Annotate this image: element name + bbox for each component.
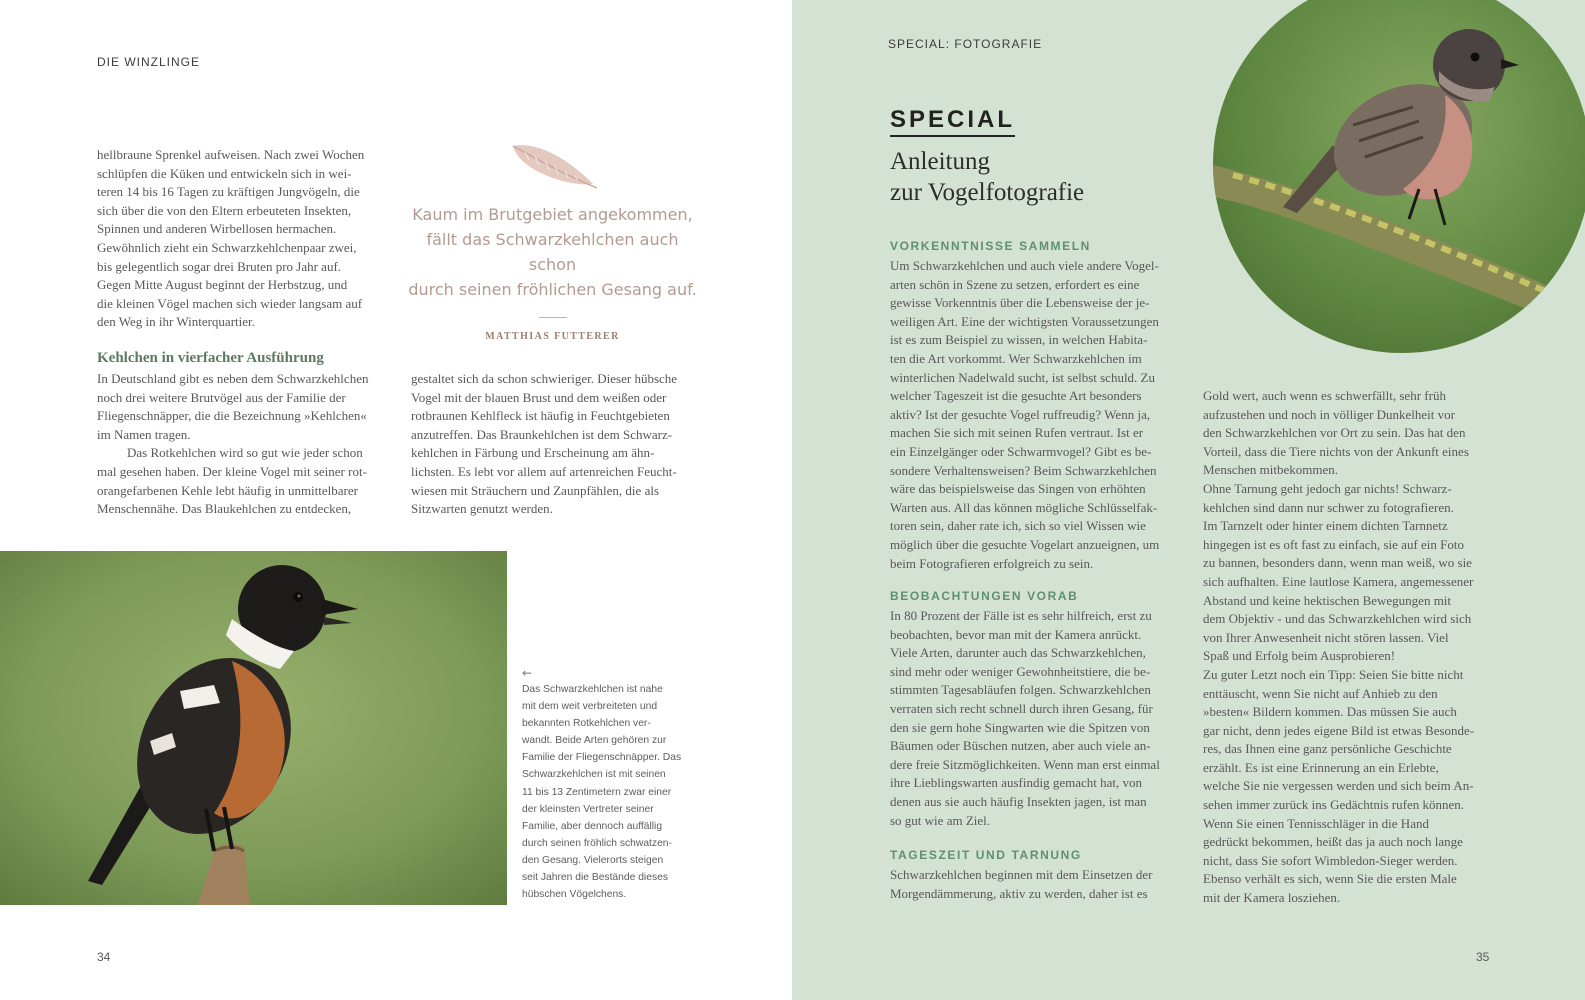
text-line: Vorteil, dass die Tiere nichts von der Ankunft eines: [1203, 443, 1469, 459]
text-line: aktiv? Ist der gesuchte Vogel ruffreudig? Wenn ja,: [890, 406, 1151, 422]
stonechat-image: [0, 551, 507, 905]
text-line: welcher Tageszeit ist die gesuchte Art besonders: [890, 388, 1142, 404]
special-label: SPECIAL: [890, 106, 1015, 137]
section-subheading: Kehlchen in vierfacher Ausführung: [97, 350, 324, 366]
section-heading-beobachtungen: BEOBACHTUNGEN VORAB: [890, 589, 1079, 603]
text-line: Ohne Tarnung geht jedoch gar nichts! Schwarz-: [1203, 480, 1452, 496]
text-line: bis gelegentlich sogar drei Bruten pro Jahr auf.: [97, 258, 342, 274]
text-line: ihre Lieblingswarten ausfindig gemacht hat, von: [890, 775, 1142, 791]
text-line: sind mehr oder weniger Gewohnheitstiere, die be-: [890, 663, 1151, 679]
text-line: weiligen Art. Eine der wichtigsten Voraussetzungen: [890, 313, 1159, 329]
text-line: Menschennähe. Das Blaukehlchen zu entdecken,: [97, 501, 352, 517]
section-heading-tageszeit: TAGESZEIT UND TARNUNG: [890, 848, 1082, 862]
text-line: machen Sie sich mit seinen Rufen vertraut. Ist er: [890, 425, 1144, 441]
text-line: möglich über die gesuchte Vogelart anzueignen, um: [890, 536, 1160, 552]
body-column-1b: [97, 370, 397, 519]
section-vorkenntnisse-text: [890, 257, 1190, 573]
text-line: mit der Kamera losziehen.: [1203, 890, 1341, 906]
text-line: aufzustehen und noch in völliger Dunkelheit vor: [1203, 406, 1455, 422]
text-line: toren sein, daher rate ich, sich so viel Wissen wie: [890, 518, 1146, 534]
text-line: Das Rotkehlchen wird so gut wie jeder schon: [127, 445, 363, 461]
text-line: Abstand und keine hektischen Bewegungen mit: [1203, 592, 1452, 608]
text-line: arten schön in Szene zu setzen, erfordert es eine: [890, 276, 1140, 292]
text-line: In Deutschland gibt es neben dem Schwarzkehlchen: [97, 371, 369, 386]
section-beobachtungen-text: [890, 607, 1190, 830]
text-line: Fliegenschnäpper, die die Bezeichnung »Kehlchen«: [97, 408, 367, 424]
text-line: teren 14 bis 16 Tagen zu kräftigen Jungvögeln, die: [97, 184, 360, 200]
text-line: fällt das Schwarzkehlchen auch schon: [426, 230, 679, 274]
text-line: erzählt. Es ist eine Erinnerung an ein Erlebte,: [1203, 759, 1439, 775]
text-line: Schwarzkehlchen beginnen mit dem Einsetzen der: [890, 867, 1153, 882]
text-line: Zu guter Letzt noch ein Tipp: Seien Sie bitte nicht: [1203, 666, 1464, 682]
article-title: [890, 146, 1084, 208]
text-line: mal gesehen haben. Der kleine Vogel mit seiner rot-: [97, 463, 367, 479]
text-line: 11 bis 13 Zentimetern zwar einer: [522, 786, 672, 798]
right-body-column-2: [1203, 387, 1503, 908]
text-line: nicht, dass Sie sofort Wimbledon-Sieger werden.: [1203, 852, 1458, 868]
text-line: sehen immer zurück ins Gedächtnis rufen können.: [1203, 797, 1465, 813]
text-line: dem Objektiv - und das Schwarzkehlchen wird sich: [1203, 611, 1472, 627]
text-line: lichsten. Es lebt vor allem auf artenreichen Feucht-: [411, 463, 677, 479]
text-line: Familie, aber dennoch auffällig: [522, 820, 663, 832]
paragraph-kehlchen: [97, 370, 397, 444]
text-line: wandt. Beide Arten gehören zur: [522, 735, 667, 747]
body-column-1: [97, 146, 397, 332]
text-line: Das Schwarzkehlchen ist nahe: [522, 684, 663, 695]
text-line: ten die Art vorkommt. Wer Schwarzkehlchen im: [890, 350, 1142, 366]
left-page: [0, 0, 792, 1000]
text-line: beim Fotografieren erfolgreich zu sein.: [890, 555, 1094, 571]
text-line: Kaum im Brutgebiet angekommen,: [412, 205, 693, 224]
text-line: rotbraunen Kehlfleck ist häufig in Feuchtgebieten: [411, 408, 670, 424]
title-line-2: zur Vogelfotografie: [890, 179, 1085, 206]
text-line: seit Jahren die Bestände dieses: [522, 872, 668, 884]
text-line: den Gesang. Vielerorts steigen: [522, 854, 664, 866]
text-line: Spaß und Erfolg beim Ausprobieren!: [1203, 648, 1396, 664]
section-heading-vorkenntnisse: VORKENNTNISSE SAMMELN: [890, 239, 1091, 253]
text-line: Im Tarnzelt oder hinter einem dichten Tarnnetz: [1203, 518, 1448, 534]
text-line: noch drei weitere Brutvögel aus der Familie der: [97, 389, 346, 405]
text-line: gestaltet sich da schon schwieriger. Dieser hübsche: [411, 371, 678, 386]
text-line: kehlchen in Färbung und Erscheinung am ähn-: [411, 445, 655, 461]
text-line: Menschen mitbekommen.: [1203, 462, 1339, 478]
text-line: Familie der Fliegenschnäpper. Das: [522, 752, 682, 764]
text-line: dere freie Sitzmöglichkeiten. Wenn man erst einmal: [890, 756, 1160, 772]
text-line: »besten« Bildern kommen. Das müssen Sie auch: [1203, 704, 1457, 720]
text-line: verraten sich recht schnell durch ihren Gesang, für: [890, 700, 1153, 716]
text-line: hübschen Vögelchens.: [522, 889, 627, 901]
text-line: von Ihrer Anwesenheit nicht stören lassen. Viel: [1203, 629, 1449, 645]
text-line: Um Schwarzkehlchen und auch viele andere Vogel-: [890, 258, 1159, 273]
text-line: den sie gern hohe Singwarten wie die Spitzen von: [890, 719, 1150, 735]
text-line: Spinnen und anderen Wirbellosen hermachen.: [97, 221, 337, 237]
text-line: durch seinen fröhlichen Gesang auf.: [408, 280, 697, 299]
text-line: wiesen mit Sträuchern und Zaunpfählen, die als: [411, 482, 660, 498]
text-line: der kleinsten Vertreter seiner: [522, 803, 654, 815]
text-line: den Schwarzkehlchen vor Ort zu sein. Das hat den: [1203, 425, 1466, 441]
text-line: gedrückt bekommen, heißt das ja auch noch lange: [1203, 834, 1463, 850]
text-line: sich über die von den Eltern erbeuteten Insekten,: [97, 202, 352, 218]
text-line: schlüpfen die Küken und entwickeln sich in wei-: [97, 165, 352, 181]
text-line: die kleinen Vögel machen sich wieder langsam auf: [97, 295, 363, 311]
stonechat-photo: [0, 551, 507, 905]
text-line: welche Sie nie vergessen werden und sich beim An-: [1203, 778, 1474, 794]
text-line: Sitzwarten genutzt werden.: [411, 501, 553, 517]
text-line: hellbraune Sprenkel aufweisen. Nach zwei Wochen: [97, 147, 365, 162]
section-tageszeit-text: [890, 866, 1190, 903]
text-line: In 80 Prozent der Fälle ist es sehr hilfreich, erst zu: [890, 608, 1152, 623]
text-line: Ebenso verhält es sich, wenn Sie die ersten Male: [1203, 871, 1457, 887]
text-line: durch seinen fröhlich schwatzen-: [522, 837, 672, 849]
body-column-2: [411, 370, 711, 519]
text-line: orangefarbenen Kehle lebt häufig in unmittelbarer: [97, 482, 358, 498]
text-line: Wenn Sie einen Tennisschläger in die Hand: [1203, 815, 1429, 831]
text-line: Schwarzkehlchen ist mit seinen: [522, 769, 666, 781]
text-line: Warten aus. All das können mögliche Schlüsselfak-: [890, 499, 1158, 515]
text-line: wäre das beispielsweise das Singen von erhöhten: [890, 481, 1146, 497]
feather-icon: [505, 140, 600, 192]
photo-caption: [522, 681, 687, 903]
text-line: gewisse Vorkenntnis über die Lebensweise der je-: [890, 295, 1150, 311]
running-head-left: DIE WINZLINGE: [97, 55, 201, 69]
text-line: Bäumen oder Büschen nutzen, aber auch viele an-: [890, 738, 1151, 754]
quote-author: MATTHIAS FUTTERER: [485, 331, 620, 342]
text-line: sich aufhalten. Eine lautlose Kamera, angemessener: [1203, 573, 1474, 589]
text-line: Viele Arten, darunter auch das Schwarzkehlchen,: [890, 645, 1146, 661]
text-line: enttäuscht, wenn Sie nicht auf Anhieb zu den: [1203, 685, 1438, 701]
page-number-left: 34: [97, 950, 111, 964]
text-line: sondere Verhaltensweisen? Beim Schwarzkehlchen: [890, 462, 1157, 478]
text-line: Gewöhnlich zieht ein Schwarzkehlchenpaar zwei,: [97, 239, 357, 255]
title-line-1: Anleitung: [890, 148, 990, 175]
text-line: winterlichen Nadelwald sucht, ist selbst schuld. Zu: [890, 369, 1156, 385]
text-line: beobachten, bevor man mit der Kamera anrückt.: [890, 626, 1142, 642]
text-line: kehlchen sind dann nur schwer zu fotografieren.: [1203, 499, 1454, 515]
pull-quote: [405, 140, 700, 342]
text-line: stimmten Tagesabläufen folgen. Schwarzkehlchen: [890, 682, 1151, 698]
page-number-right: 35: [1476, 950, 1490, 964]
text-line: Gegen Mitte August beginnt der Herbstzug, und: [97, 277, 348, 293]
text-line: denen aus sie auch häufig Insekten jagen, ist man: [890, 793, 1147, 809]
text-line: ist es zum Beispiel zu wissen, in welchen Habita-: [890, 332, 1148, 348]
paragraph-rotkehlchen: [97, 444, 397, 518]
text-line: hingegen ist es oft fast zu einfach, sie auf ein Foto: [1203, 536, 1465, 552]
text-line: so gut wie am Ziel.: [890, 812, 991, 828]
text-line: bekannten Rotkehlchen ver-: [522, 718, 651, 730]
quote-text: [405, 202, 700, 302]
text-line: Vogel mit der blauen Brust und dem weißen oder: [411, 389, 667, 405]
running-head-right: SPECIAL: FOTOGRAFIE: [888, 37, 1043, 51]
text-line: res, das Ihnen eine ganz persönliche Geschichte: [1203, 741, 1452, 757]
caption-arrow-icon: ←: [522, 666, 533, 680]
text-line: mit dem weit verbreiteten und: [522, 701, 658, 713]
quote-divider: [539, 317, 567, 318]
text-line: gar nicht, denn jedes eigene Bild ist etwas Besonde-: [1203, 722, 1475, 738]
text-line: zu bannen, besonders dann, wenn man weiß, wo sie: [1203, 555, 1472, 571]
text-line: Gold wert, auch wenn es schwerfällt, sehr früh: [1203, 388, 1446, 403]
text-line: Morgendämmerung, aktiv zu werden, daher ist es: [890, 885, 1148, 901]
text-line: ein Einzelgänger oder Schwarmvogel? Gibt es be-: [890, 443, 1152, 459]
text-line: den Weg in ihr Winterquartier.: [97, 314, 255, 330]
text-line: anzutreffen. Das Braunkehlchen ist dem Schwarz-: [411, 426, 673, 442]
text-line: im Namen tragen.: [97, 426, 191, 442]
